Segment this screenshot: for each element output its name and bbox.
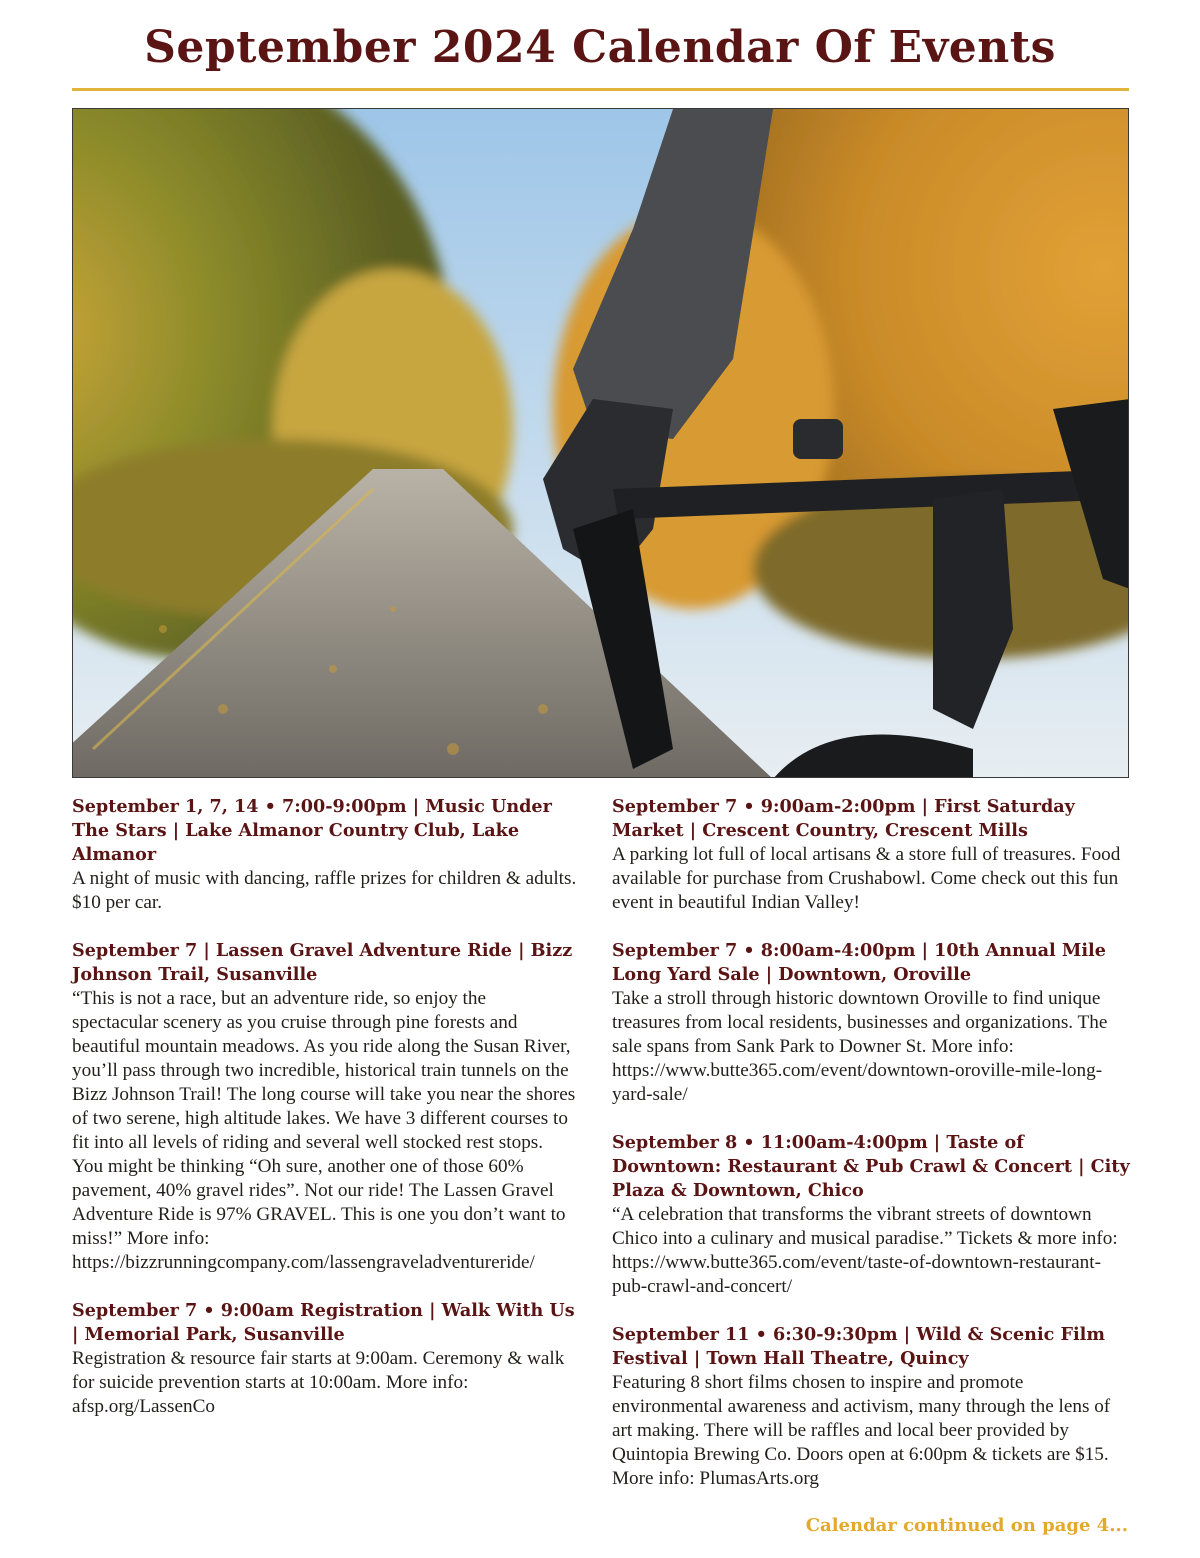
- event-heading: September 8 • 11:00am-4:00pm | Taste of Downtown: Restaurant & Pub Crawl & Concert | City Plaza & Downtown, Chico: [612, 1132, 1130, 1201]
- event-item: [72, 939, 577, 1275]
- title-divider: [72, 88, 1129, 91]
- page-title: September 2024 Calendar Of Events: [144, 22, 1056, 73]
- event-item: [612, 939, 1132, 1107]
- cyclist-handlebar-autumn-road-photo: [72, 108, 1129, 778]
- event-description: “A celebration that transforms the vibrant streets of downtown Chico into a culinary and musical paradise.” Tickets & more info: https://www.butte365.com/event/taste-of-downtown-restaurant-pub-crawl-and-concert/: [612, 1204, 1118, 1297]
- events-column-left: [72, 795, 577, 1443]
- event-description: Featuring 8 short films chosen to inspire and promote environmental awareness and activism, many through the lens of art making. There will be raffles and local beer provided by Quintopia Brewing Co. Doors open at 6:00pm & tickets are $15. More info: PlumasArts.org: [612, 1372, 1111, 1489]
- event-heading: September 7 • 8:00am-4:00pm | 10th Annual Mile Long Yard Sale | Downtown, Oroville: [612, 940, 1106, 985]
- event-heading: September 7 • 9:00am-2:00pm | First Saturday Market | Crescent Country, Crescent Mills: [612, 796, 1075, 841]
- event-heading: September 11 • 6:30-9:30pm | Wild & Scenic Film Festival | Town Hall Theatre, Quincy: [612, 1324, 1105, 1369]
- event-description: A parking lot full of local artisans & a store full of treasures. Food available for purchase from Crushabowl. Come check out this fun event in beautiful Indian Valley!: [612, 844, 1121, 913]
- event-item: [612, 1323, 1132, 1491]
- event-description: A night of music with dancing, raffle prizes for children & adults. $10 per car.: [72, 868, 577, 913]
- continued-note: Calendar continued on page 4...: [805, 1515, 1128, 1536]
- event-item: [72, 1299, 577, 1419]
- event-item: [72, 795, 577, 915]
- event-heading: September 7 | Lassen Gravel Adventure Ride | Bizz Johnson Trail, Susanville: [72, 940, 573, 985]
- event-description: Registration & resource fair starts at 9:00am. Ceremony & walk for suicide prevention starts at 10:00am. More info: afsp.org/LassenCo: [72, 1348, 565, 1417]
- event-description: Take a stroll through historic downtown Oroville to find unique treasures from local residents, businesses and organizations. The sale spans from Sank Park to Downer St. More info: https://www.butte365.com/event/downtown-oroville-mile-long-yard-sale/: [612, 988, 1108, 1105]
- event-heading: September 7 • 9:00am Registration | Walk With Us | Memorial Park, Susanville: [72, 1300, 575, 1345]
- event-description: “This is not a race, but an adventure ride, so enjoy the spectacular scenery as you cruise through pine forests and beautiful mountain meadows. As you ride along the Susan River, you’ll pass through two incredible, historical train tunnels on the Bizz Johnson Trail! The long course will take you near the shores of two serene, high altitude lakes. We have 3 different courses to fit into all levels of riding and several well stocked rest stops. You might be thinking “Oh sure, another one of those 60% pavement, 40% gravel rides”. Not our ride! The Lassen Gravel Adventure Ride is 97% GRAVEL. This is one you don’t want to miss!” More info: https://bizzrunningcompany.com/lassengraveladventureride/: [72, 988, 576, 1273]
- events-column-right: [612, 795, 1132, 1515]
- event-item: [612, 1131, 1132, 1299]
- event-item: [612, 795, 1132, 915]
- event-heading: September 1, 7, 14 • 7:00-9:00pm | Music Under The Stars | Lake Almanor Country Club, Lake Almanor: [72, 796, 552, 865]
